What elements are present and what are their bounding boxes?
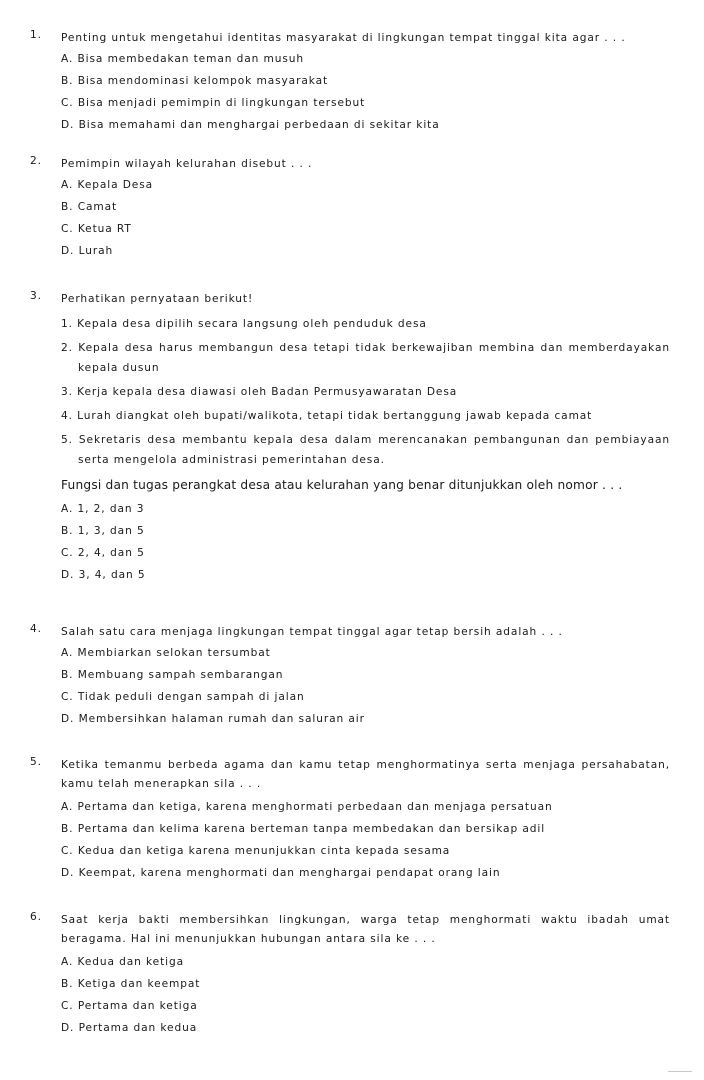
question-5 [30, 756, 670, 884]
question-4 [30, 623, 670, 730]
option-a: A. Bisa membedakan teman dan musuh [61, 53, 304, 65]
question-text: Penting untuk mengetahui identitas masyarakat di lingkungan tempat tinggal kita agar . . . [61, 32, 626, 44]
question-number: 3. [30, 290, 42, 302]
option-c: C. Pertama dan ketiga [61, 1000, 198, 1012]
option-d: D. Bisa memahami dan menghargai perbedaan di sekitar kita [61, 119, 440, 131]
option-b: B. Pertama dan kelima karena berteman tanpa membedakan dan bersikap adil [61, 823, 546, 835]
option-d: D. 3, 4, dan 5 [61, 569, 146, 581]
question-number: 1. [30, 29, 42, 41]
statement-1: 1. Kepala desa dipilih secara langsung oleh penduduk desa [61, 318, 427, 330]
option-d: D. Lurah [61, 245, 114, 257]
option-a: A. 1, 2, dan 3 [61, 503, 145, 515]
question-number: 2. [30, 155, 42, 167]
option-c: C. 2, 4, dan 5 [61, 547, 145, 559]
question-number: 4. [30, 623, 42, 635]
question-number: 5. [30, 756, 42, 768]
option-b: B. Ketiga dan keempat [61, 978, 201, 990]
question-3 [30, 290, 670, 586]
option-b: B. Bisa mendominasi kelompok masyarakat [61, 75, 329, 87]
option-a: A. Kedua dan ketiga [61, 956, 185, 968]
statement-2: 2. Kepala desa harus membangun desa tetapi tidak berkewajiban membina dan memberdayakan kepala dusun [61, 342, 670, 374]
page-corner-divider [668, 1071, 692, 1072]
option-c: C. Kedua dan ketiga karena menunjukkan cinta kepada sesama [61, 845, 451, 857]
statement-5: 5. Sekretaris desa membantu kepala desa dalam merencanakan pembangunan dan pembiayaan serta mengelola administrasi pemerintahan desa. [61, 434, 670, 466]
option-d: D. Membersihkan halaman rumah dan saluran air [61, 713, 365, 725]
option-c: C. Ketua RT [61, 223, 132, 235]
question-6 [30, 911, 670, 1039]
option-b: B. Membuang sampah sembarangan [61, 669, 284, 681]
option-d: D. Pertama dan kedua [61, 1022, 198, 1034]
option-a: A. Membiarkan selokan tersumbat [61, 647, 271, 659]
option-c: C. Bisa menjadi pemimpin di lingkungan tersebut [61, 97, 366, 109]
statement-3: 3. Kerja kepala desa diawasi oleh Badan Permusyawaratan Desa [61, 386, 458, 398]
option-d: D. Keempat, karena menghormati dan menghargai pendapat orang lain [61, 867, 501, 879]
option-a: A. Pertama dan ketiga, karena menghormati perbedaan dan menjaga persatuan [61, 801, 553, 813]
option-c: C. Tidak peduli dengan sampah di jalan [61, 691, 305, 703]
option-a: A. Kepala Desa [61, 179, 154, 191]
statement-4: 4. Lurah diangkat oleh bupati/walikota, tetapi tidak bertanggung jawab kepada camat [61, 410, 593, 422]
question-1 [30, 29, 670, 136]
option-b: B. 1, 3, dan 5 [61, 525, 145, 537]
question-text: Pemimpin wilayah kelurahan disebut . . . [61, 158, 313, 170]
question-text: Perhatikan pernyataan berikut! [61, 293, 254, 305]
option-b: B. Camat [61, 201, 118, 213]
question-number: 6. [30, 911, 42, 923]
question-2 [30, 155, 670, 262]
question-text: Ketika temanmu berbeda agama dan kamu tetap menghormatinya serta menjaga persahabatan, kamu telah menerapkan sila . . . [61, 759, 670, 790]
question-prompt: Fungsi dan tugas perangkat desa atau kelurahan yang benar ditunjukkan oleh nomor . . . [61, 478, 623, 492]
question-text: Saat kerja bakti membersihkan lingkungan, warga tetap menghormati waktu ibadah umat beragama. Hal ini menunjukkan hubungan antara sila ke . . . [61, 914, 670, 945]
question-text: Salah satu cara menjaga lingkungan tempat tinggal agar tetap bersih adalah . . . [61, 626, 563, 638]
